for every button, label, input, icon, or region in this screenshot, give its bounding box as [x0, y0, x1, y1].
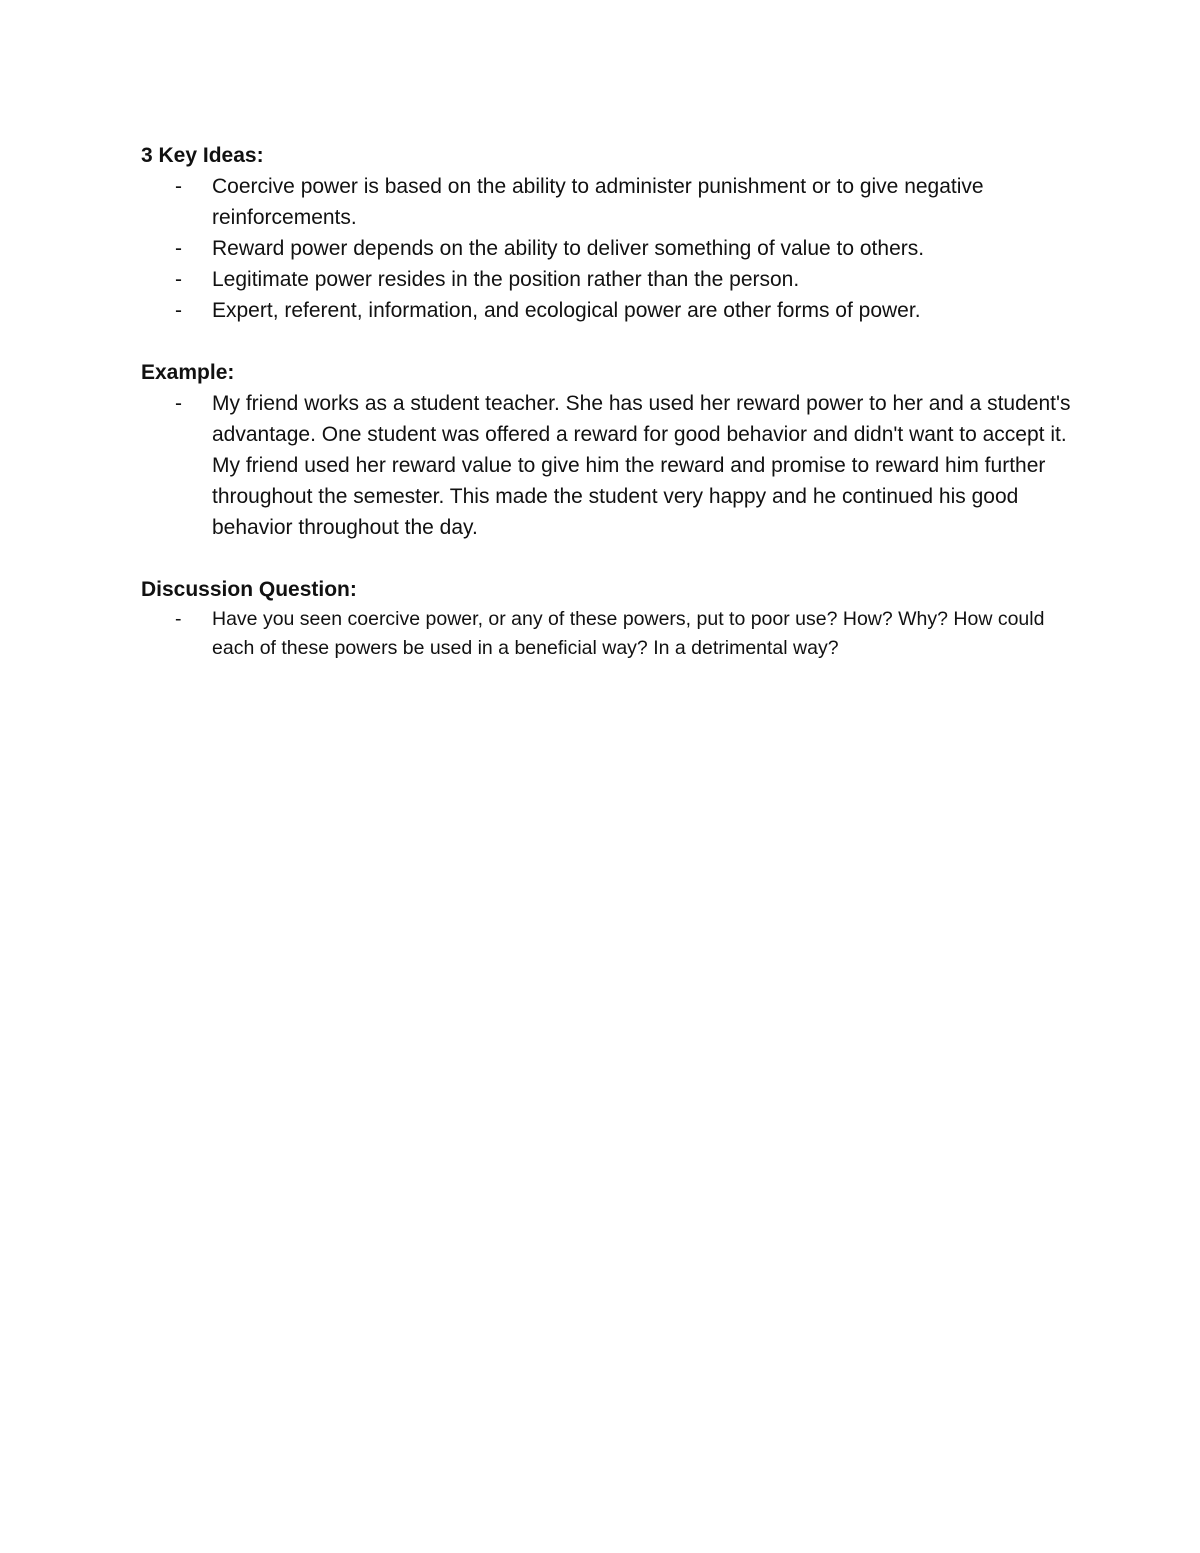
document-content — [141, 140, 1071, 694]
list-item — [141, 605, 1071, 663]
discussion-list — [141, 605, 1071, 663]
dash-bullet: - — [175, 268, 182, 291]
dash-bullet: - — [175, 237, 182, 260]
list-item — [141, 295, 1071, 326]
dash-bullet: - — [175, 299, 182, 322]
dash-bullet: - — [175, 608, 182, 630]
key-ideas-heading: 3 Key Ideas: — [141, 144, 264, 167]
list-item-text: My friend works as a student teacher. She has used her reward power to her and a student's advantage. One student was offered a reward for good behavior and didn't want to accept it. My friend used her reward value to give him the reward and promise to reward him further throughout the semester. This made the student very happy and he continued his good behavior throughout the day. — [212, 392, 1071, 539]
discussion-section — [141, 574, 1071, 663]
list-item — [141, 233, 1071, 264]
list-item-text: Reward power depends on the ability to deliver something of value to others. — [212, 237, 925, 260]
key-ideas-list — [141, 171, 1071, 326]
example-section — [141, 357, 1071, 543]
list-item — [141, 388, 1071, 543]
example-list — [141, 388, 1071, 543]
example-heading: Example: — [141, 361, 235, 384]
list-item — [141, 171, 1071, 233]
list-item-text: Have you seen coercive power, or any of these powers, put to poor use? How? Why? How could each of these powers be used in a beneficial way? In a detrimental way? — [212, 608, 1045, 659]
list-item — [141, 264, 1071, 295]
discussion-heading: Discussion Question: — [141, 578, 357, 601]
list-item-text: Legitimate power resides in the position rather than the person. — [212, 268, 800, 291]
dash-bullet: - — [175, 392, 182, 415]
list-item-text: Coercive power is based on the ability to administer punishment or to give negative reinforcements. — [212, 175, 984, 229]
key-ideas-section — [141, 140, 1071, 326]
dash-bullet: - — [175, 175, 182, 198]
list-item-text: Expert, referent, information, and ecological power are other forms of power. — [212, 299, 921, 322]
